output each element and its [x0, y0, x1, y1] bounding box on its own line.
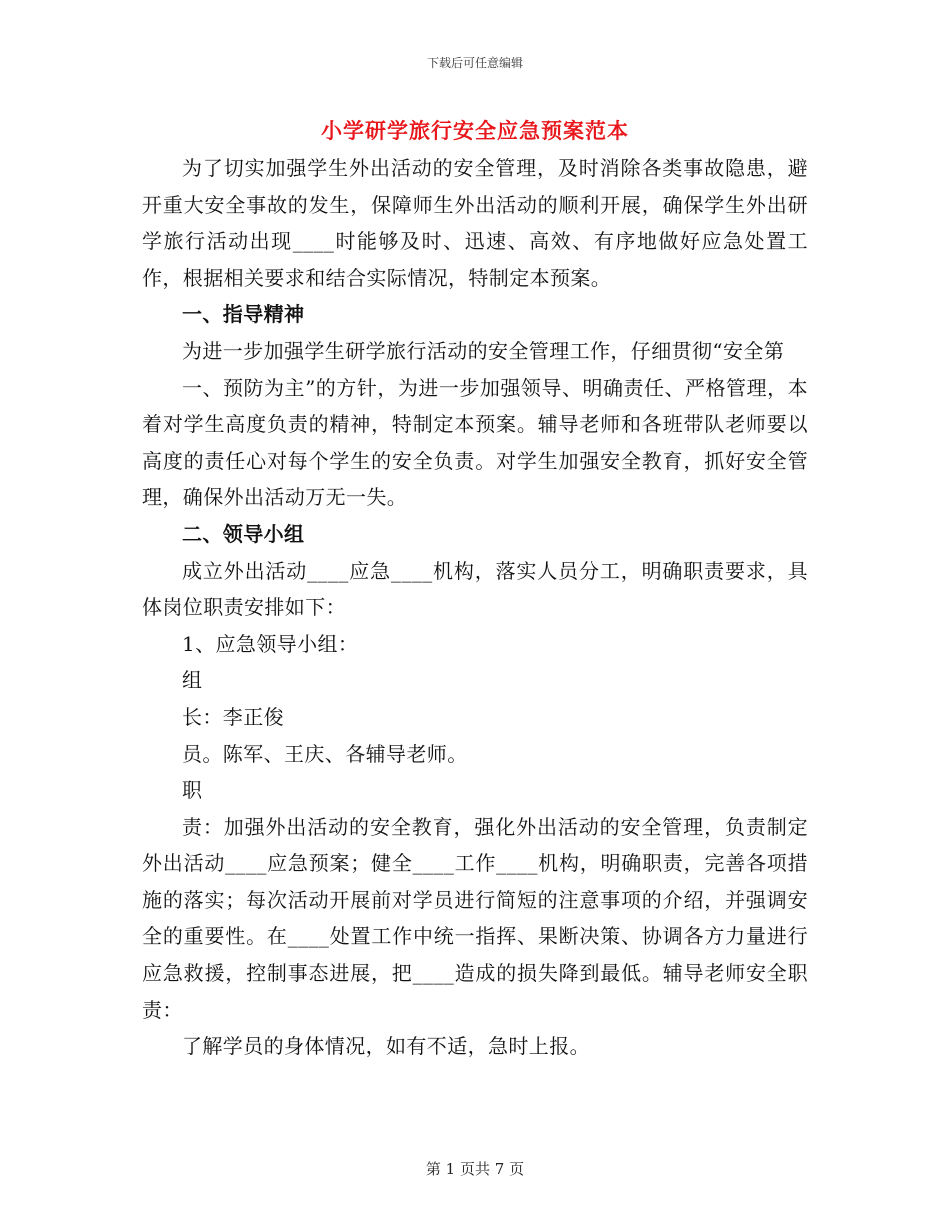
list-item-heading: 1、应急领导小组：	[182, 631, 359, 656]
document-title: 小学研学旅行安全应急预案范本	[321, 118, 629, 143]
body-line: 组	[182, 668, 203, 693]
section-heading-leadership-group: 二、领导小组	[182, 521, 305, 546]
body-paragraph: 一、预防为主”的方针，为进一步加强领导、明确责任、严格管理，本着对学生高度负责的精神，特制定本预案。辅导老师和各班带队老师要以高度的责任心对每个学生的安全负责。对学生加强安全教育，抓好安全管理，确保外出活动万无一失。	[142, 375, 808, 510]
body-line: 员。陈军、王庆、各辅导老师。	[182, 741, 468, 766]
body-paragraph: 责：加强外出活动的安全教育，强化外出活动的安全管理，负责制定外出活动____应急预案；健全____工作____机构，明确职责，完善各项措施的落实；每次活动开展前对学员进行简短的注意事项的介绍，并强调安全的重要性。在____处置工作中统一指挥、果断决策、协调各方力量进行应急救援，控制事态进展，把____造成的损失降到最低。辅导老师安全职责：	[142, 814, 808, 1022]
body-paragraph: 为进一步加强学生研学旅行活动的安全管理工作，仔细贯彻“安全第	[182, 338, 785, 363]
section-heading-guiding-spirit: 一、指导精神	[182, 302, 305, 327]
intro-paragraph: 为了切实加强学生外出活动的安全管理，及时消除各类事故隐患，避开重大安全事故的发生，保障师生外出活动的顺利开展，确保学生外出研学旅行活动出现____时能够及时、迅速、高效、有序地做好应急处置工作，根据相关要求和结合实际情况，特制定本预案。	[142, 156, 808, 290]
page-number: 第 1 页共 7 页	[425, 1160, 525, 1178]
body-paragraph: 成立外出活动____应急____机构，落实人员分工，明确职责要求，具体岗位职责安排如下：	[142, 558, 808, 620]
body-paragraph: 了解学员的身体情况，如有不适，急时上报。	[182, 1034, 590, 1059]
document-body	[142, 150, 808, 1065]
body-line: 职	[182, 778, 203, 803]
body-line: 长：李正俊	[182, 704, 284, 729]
header-note: 下载后可任意编辑	[426, 56, 523, 70]
